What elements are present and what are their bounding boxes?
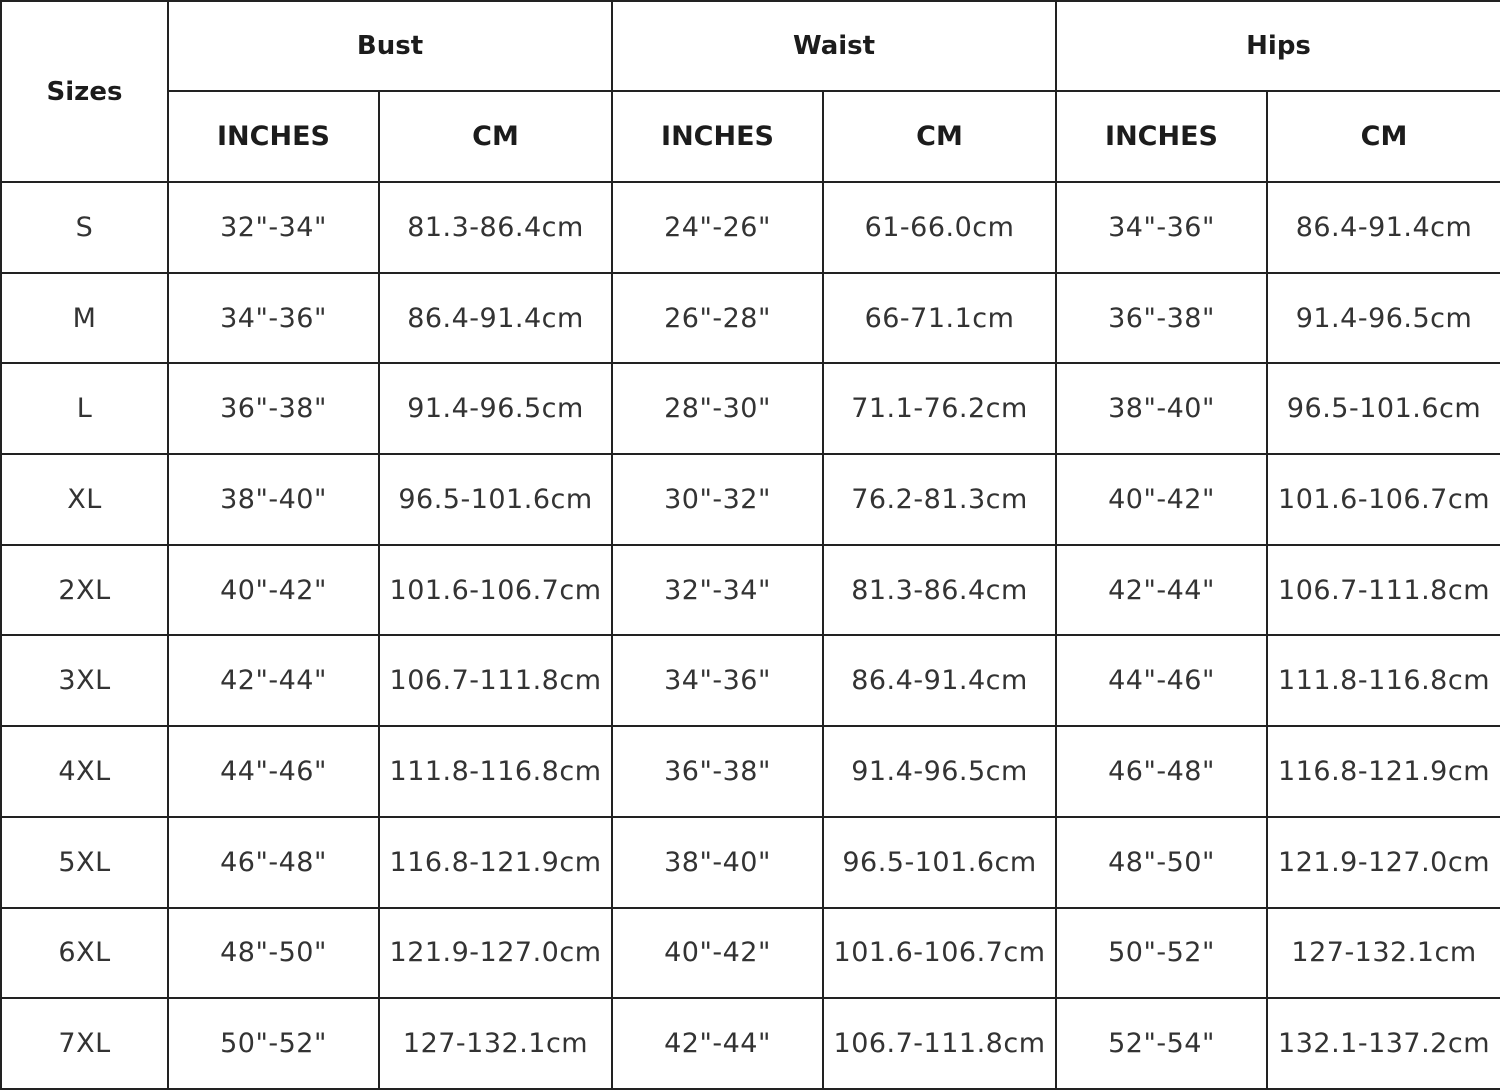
header-row-units (1, 91, 1500, 182)
size-cell: S (1, 182, 168, 273)
bust-inches-cell: 42"-44" (168, 635, 379, 726)
waist-inches-header: INCHES (612, 91, 823, 182)
hips-inches-cell: 48"-50" (1056, 817, 1267, 908)
table-row (1, 545, 1500, 636)
hips-inches-cell: 36"-38" (1056, 273, 1267, 364)
waist-cm-cell: 91.4-96.5cm (823, 726, 1056, 817)
bust-inches-cell: 38"-40" (168, 454, 379, 545)
hips-cm-cell: 106.7-111.8cm (1267, 545, 1500, 636)
bust-cm-cell: 111.8-116.8cm (379, 726, 612, 817)
header-row-groups (1, 1, 1500, 91)
hips-cm-cell: 96.5-101.6cm (1267, 363, 1500, 454)
hips-cm-cell: 91.4-96.5cm (1267, 273, 1500, 364)
table-body (1, 182, 1500, 1089)
bust-cm-header: CM (379, 91, 612, 182)
table-row (1, 363, 1500, 454)
size-cell: 6XL (1, 908, 168, 999)
waist-cm-cell: 101.6-106.7cm (823, 908, 1056, 999)
size-cell: XL (1, 454, 168, 545)
hips-inches-cell: 38"-40" (1056, 363, 1267, 454)
waist-header: Waist (612, 1, 1056, 91)
bust-inches-cell: 44"-46" (168, 726, 379, 817)
hips-cm-cell: 121.9-127.0cm (1267, 817, 1500, 908)
waist-cm-cell: 61-66.0cm (823, 182, 1056, 273)
bust-cm-cell: 116.8-121.9cm (379, 817, 612, 908)
hips-cm-cell: 132.1-137.2cm (1267, 998, 1500, 1089)
waist-inches-cell: 36"-38" (612, 726, 823, 817)
table-row (1, 998, 1500, 1089)
size-cell: 7XL (1, 998, 168, 1089)
size-cell: 3XL (1, 635, 168, 726)
bust-cm-cell: 86.4-91.4cm (379, 273, 612, 364)
hips-cm-cell: 111.8-116.8cm (1267, 635, 1500, 726)
bust-inches-cell: 36"-38" (168, 363, 379, 454)
bust-cm-cell: 91.4-96.5cm (379, 363, 612, 454)
table-row (1, 454, 1500, 545)
waist-cm-cell: 81.3-86.4cm (823, 545, 1056, 636)
size-cell: L (1, 363, 168, 454)
hips-inches-cell: 40"-42" (1056, 454, 1267, 545)
hips-header: Hips (1056, 1, 1500, 91)
waist-inches-cell: 38"-40" (612, 817, 823, 908)
bust-inches-cell: 50"-52" (168, 998, 379, 1089)
waist-cm-cell: 96.5-101.6cm (823, 817, 1056, 908)
hips-cm-cell: 116.8-121.9cm (1267, 726, 1500, 817)
bust-inches-header: INCHES (168, 91, 379, 182)
waist-cm-cell: 71.1-76.2cm (823, 363, 1056, 454)
waist-cm-cell: 86.4-91.4cm (823, 635, 1056, 726)
bust-cm-cell: 121.9-127.0cm (379, 908, 612, 999)
hips-inches-cell: 50"-52" (1056, 908, 1267, 999)
bust-inches-cell: 40"-42" (168, 545, 379, 636)
hips-inches-cell: 42"-44" (1056, 545, 1267, 636)
hips-cm-cell: 101.6-106.7cm (1267, 454, 1500, 545)
hips-inches-cell: 46"-48" (1056, 726, 1267, 817)
bust-cm-cell: 101.6-106.7cm (379, 545, 612, 636)
bust-cm-cell: 127-132.1cm (379, 998, 612, 1089)
size-cell: 4XL (1, 726, 168, 817)
bust-inches-cell: 46"-48" (168, 817, 379, 908)
bust-header: Bust (168, 1, 612, 91)
waist-cm-cell: 66-71.1cm (823, 273, 1056, 364)
hips-cm-cell: 127-132.1cm (1267, 908, 1500, 999)
bust-inches-cell: 48"-50" (168, 908, 379, 999)
waist-cm-header: CM (823, 91, 1056, 182)
table-row (1, 635, 1500, 726)
table-row (1, 817, 1500, 908)
bust-cm-cell: 81.3-86.4cm (379, 182, 612, 273)
waist-cm-cell: 106.7-111.8cm (823, 998, 1056, 1089)
waist-inches-cell: 40"-42" (612, 908, 823, 999)
bust-cm-cell: 96.5-101.6cm (379, 454, 612, 545)
hips-inches-cell: 34"-36" (1056, 182, 1267, 273)
waist-inches-cell: 26"-28" (612, 273, 823, 364)
table-row (1, 726, 1500, 817)
hips-cm-header: CM (1267, 91, 1500, 182)
hips-cm-cell: 86.4-91.4cm (1267, 182, 1500, 273)
waist-inches-cell: 24"-26" (612, 182, 823, 273)
size-cell: 2XL (1, 545, 168, 636)
hips-inches-header: INCHES (1056, 91, 1267, 182)
table-row (1, 273, 1500, 364)
table-row (1, 182, 1500, 273)
waist-cm-cell: 76.2-81.3cm (823, 454, 1056, 545)
bust-inches-cell: 32"-34" (168, 182, 379, 273)
bust-cm-cell: 106.7-111.8cm (379, 635, 612, 726)
waist-inches-cell: 28"-30" (612, 363, 823, 454)
hips-inches-cell: 44"-46" (1056, 635, 1267, 726)
waist-inches-cell: 32"-34" (612, 545, 823, 636)
size-cell: M (1, 273, 168, 364)
sizes-header: Sizes (1, 1, 168, 182)
bust-inches-cell: 34"-36" (168, 273, 379, 364)
waist-inches-cell: 34"-36" (612, 635, 823, 726)
waist-inches-cell: 30"-32" (612, 454, 823, 545)
hips-inches-cell: 52"-54" (1056, 998, 1267, 1089)
size-cell: 5XL (1, 817, 168, 908)
waist-inches-cell: 42"-44" (612, 998, 823, 1089)
table-row (1, 908, 1500, 999)
